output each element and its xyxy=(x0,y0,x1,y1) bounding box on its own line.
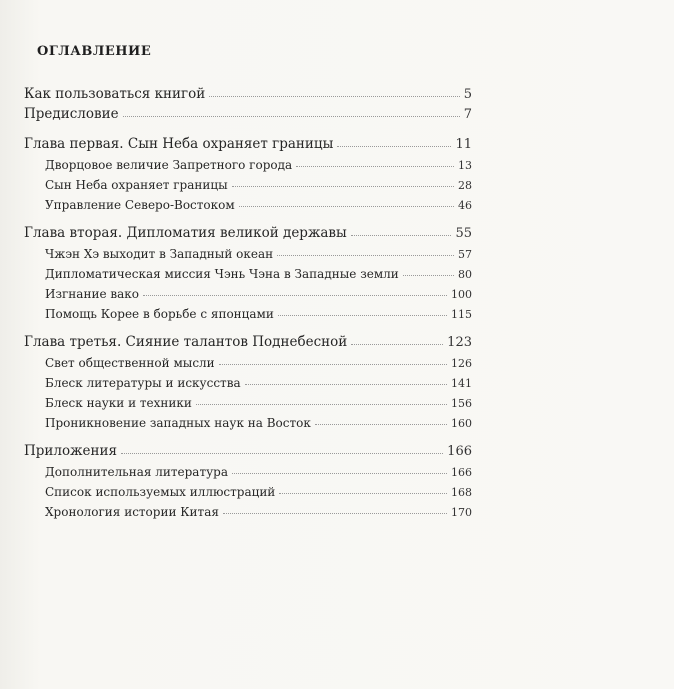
toc-entry-title: Дворцовое величие Запретного города xyxy=(45,158,293,172)
toc-entry-page: 80 xyxy=(458,268,472,281)
toc-entry xyxy=(45,479,472,499)
dot-leader xyxy=(143,294,447,296)
dot-leader xyxy=(209,95,459,97)
toc-entry xyxy=(24,82,472,102)
toc-entry-title: Сын Неба охраняет границы xyxy=(45,178,228,192)
toc-entry-title: Как пользоваться книгой xyxy=(24,86,206,102)
toc-entry-title: Предисловие xyxy=(24,106,119,122)
toc-heading: ОГЛАВЛЕНИЕ xyxy=(37,44,152,59)
toc-entry-page: 55 xyxy=(455,226,472,241)
toc-entry xyxy=(45,350,472,370)
toc-entry xyxy=(45,370,472,390)
toc-entry-title: Чжэн Хэ выходит в Западный океан xyxy=(45,247,274,261)
dot-leader xyxy=(123,115,460,117)
dot-leader xyxy=(245,383,447,385)
toc-entry-page: 126 xyxy=(451,357,472,370)
toc-entry xyxy=(45,192,472,212)
toc-entry-page: 115 xyxy=(451,308,472,321)
toc-entry-title: Блеск науки и техники xyxy=(45,396,192,410)
dot-leader xyxy=(223,512,447,514)
toc-entry-title: Глава первая. Сын Неба охраняет границы xyxy=(24,136,334,152)
dot-leader xyxy=(239,205,454,207)
toc-entry xyxy=(45,152,472,172)
toc-entry-page: 156 xyxy=(451,397,472,410)
toc-entry xyxy=(45,499,472,519)
toc-entry-title: Помощь Корее в борьбе с японцами xyxy=(45,307,274,321)
toc-entry-title: Изгнание вако xyxy=(45,287,139,301)
toc-entry-title: Дипломатическая миссия Чэнь Чэна в Западные земли xyxy=(45,267,399,281)
dot-leader xyxy=(337,145,451,147)
toc-entry xyxy=(24,132,472,152)
toc-entry-title: Дополнительная литература xyxy=(45,465,228,479)
toc-entry-page: 7 xyxy=(463,107,472,122)
toc-entry-title: Свет общественной мысли xyxy=(45,356,215,370)
toc-entry xyxy=(45,390,472,410)
dot-leader xyxy=(232,472,447,474)
dot-leader xyxy=(219,363,447,365)
dot-leader xyxy=(403,274,454,276)
toc-entry-page: 141 xyxy=(451,377,472,390)
toc-entry xyxy=(45,281,472,301)
toc-entry-title: Список используемых иллюстраций xyxy=(45,485,276,499)
toc-entry xyxy=(45,241,472,261)
dot-leader xyxy=(278,314,447,316)
toc-entry-page: 46 xyxy=(458,199,472,212)
toc-entry-title: Глава третья. Сияние талантов Поднебесной xyxy=(24,334,348,350)
toc-entry xyxy=(24,102,472,122)
toc-entry xyxy=(45,410,472,430)
toc-entry-page: 123 xyxy=(447,335,472,350)
toc-entry xyxy=(45,301,472,321)
dot-leader xyxy=(315,423,447,425)
toc-entry-title: Приложения xyxy=(24,443,118,459)
toc-entry-page: 166 xyxy=(447,444,472,459)
toc-entry xyxy=(24,439,472,459)
dot-leader xyxy=(351,234,452,236)
toc-entry-page: 57 xyxy=(458,248,472,261)
toc-entry-page: 168 xyxy=(451,486,472,499)
dot-leader xyxy=(232,185,454,187)
dot-leader xyxy=(351,343,443,345)
toc-entry xyxy=(45,172,472,192)
toc-entry-title: Управление Северо-Востоком xyxy=(45,198,235,212)
toc-entry-page: 166 xyxy=(451,466,472,479)
dot-leader xyxy=(279,492,447,494)
toc-entry xyxy=(24,221,472,241)
toc-entry-title: Блеск литературы и искусства xyxy=(45,376,241,390)
toc-entry-page: 5 xyxy=(463,87,472,102)
toc-entry xyxy=(45,459,472,479)
toc-entry-page: 28 xyxy=(458,179,472,192)
toc-entry-title: Глава вторая. Дипломатия великой державы xyxy=(24,225,347,241)
toc-entry-page: 11 xyxy=(455,137,472,152)
dot-leader xyxy=(121,452,443,454)
dot-leader xyxy=(196,403,447,405)
toc-entry-page: 170 xyxy=(451,506,472,519)
toc-entry-page: 100 xyxy=(451,288,472,301)
toc-entry-title: Хронология истории Китая xyxy=(45,505,219,519)
dot-leader xyxy=(296,165,454,167)
toc-entry xyxy=(45,261,472,281)
toc-entry-page: 13 xyxy=(458,159,472,172)
toc-entry-page: 160 xyxy=(451,417,472,430)
toc-entry xyxy=(24,330,472,350)
toc-entry-title: Проникновение западных наук на Восток xyxy=(45,416,311,430)
dot-leader xyxy=(277,254,454,256)
